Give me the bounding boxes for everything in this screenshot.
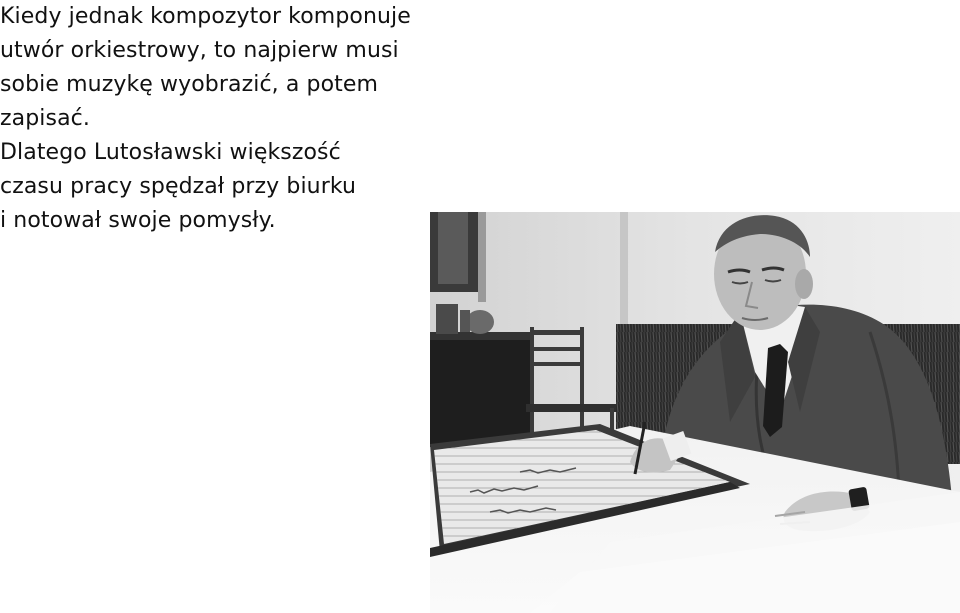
text-line: sobie muzykę wyobrazić, a potem bbox=[0, 72, 379, 97]
photo-composer-at-desk bbox=[430, 212, 960, 613]
photo-illustration bbox=[430, 212, 960, 613]
paragraph-composer-intro bbox=[0, 0, 420, 136]
article-text bbox=[0, 0, 420, 238]
text-line: czasu pracy spędzał przy biurku bbox=[0, 174, 357, 199]
vase bbox=[436, 304, 458, 334]
paragraph-lutoslawski-desk bbox=[0, 136, 420, 238]
text-line: zapisać. bbox=[0, 106, 90, 131]
text-line: Dlatego Lutosławski większość bbox=[0, 140, 341, 165]
sideboard bbox=[430, 337, 530, 447]
text-line: utwór orkiestrowy, to najpierw musi bbox=[0, 38, 399, 63]
text-line: Kiedy jednak kompozytor komponuje bbox=[0, 4, 411, 29]
jug bbox=[466, 310, 494, 334]
text-line: i notował swoje pomysły. bbox=[0, 208, 276, 233]
